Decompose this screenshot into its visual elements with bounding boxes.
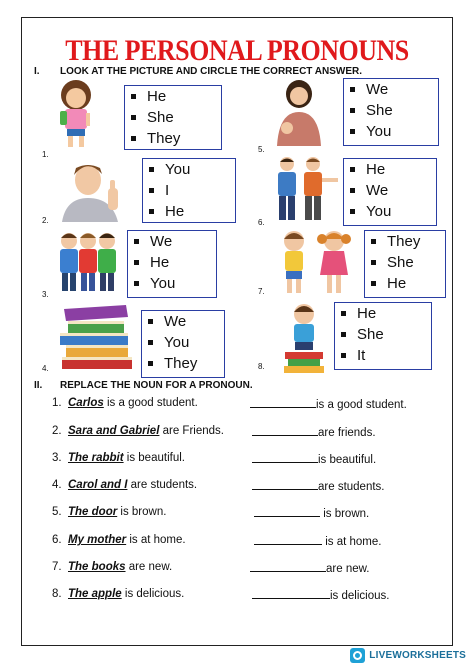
liveworksheets-logo-icon	[350, 648, 365, 663]
section-2-heading	[34, 380, 253, 391]
sentence-7-subject: The books	[68, 561, 126, 573]
stack-of-books-picture	[56, 303, 136, 373]
exercise-2-option-3[interactable]: He	[143, 201, 235, 222]
liveworksheets-brand: LIVEWORKSHEETS	[369, 650, 466, 661]
exercise-8-option-3[interactable]: It	[335, 345, 431, 366]
section-2-number: II.	[34, 380, 43, 391]
section-1-instruction: LOOK AT THE PICTURE AND CIRCLE THE CORRECT ANSWER.	[60, 66, 363, 77]
answer-1: is a good student.	[250, 397, 407, 411]
answer-6-blank[interactable]	[254, 534, 322, 545]
exercise-6-option-1[interactable]: He	[344, 159, 436, 180]
exercise-8-option-2[interactable]: She	[335, 324, 431, 345]
sentence-5-subject: The door	[68, 506, 118, 518]
section-1-number: I.	[34, 66, 40, 77]
answer-6: is at home.	[254, 534, 381, 548]
section-1-heading	[34, 66, 362, 77]
exercise-8-option-1[interactable]: He	[335, 303, 431, 324]
answer-5-blank[interactable]	[254, 506, 320, 517]
woman-pointing-at-viewer-picture	[271, 78, 325, 146]
exercise-6-number: 6.	[258, 218, 265, 227]
boy-pointing-at-himself-picture	[56, 160, 136, 222]
exercise-5-option-2[interactable]: She	[344, 100, 438, 121]
answer-4: are students.	[252, 479, 384, 493]
exercise-7-option-1[interactable]: They	[365, 231, 445, 252]
exercise-7-options	[364, 230, 446, 298]
exercise-7-number: 7.	[258, 287, 265, 296]
exercise-4-option-3[interactable]: They	[142, 353, 224, 374]
section-2-instruction: REPLACE THE NOUN FOR A PRONOUN.	[60, 380, 253, 391]
answer-3: is beautiful.	[252, 452, 376, 466]
exercise-5-options	[343, 78, 439, 146]
exercise-8-options	[334, 302, 432, 370]
exercise-2-option-2[interactable]: I	[143, 180, 235, 201]
two-men-pointing-picture	[271, 156, 341, 222]
exercise-1-option-3[interactable]: They	[125, 128, 221, 149]
exercise-4-number: 4.	[42, 364, 49, 373]
sentence-5: 5. The door is brown.	[52, 506, 167, 518]
sentence-8: 8. The apple is delicious.	[52, 588, 185, 600]
group-of-boys-picture	[55, 229, 121, 295]
exercise-6-options	[343, 158, 437, 226]
liveworksheets-footer[interactable]	[350, 648, 466, 663]
answer-8-blank[interactable]	[252, 588, 330, 599]
answer-3-blank[interactable]	[252, 452, 318, 463]
exercise-5-option-3[interactable]: You	[344, 121, 438, 142]
exercise-1-options	[124, 85, 222, 150]
exercise-2-number: 2.	[42, 216, 49, 225]
sentence-1-subject: Carlos	[68, 397, 104, 409]
exercise-4-options	[141, 310, 225, 378]
exercise-1-number: 1.	[42, 150, 49, 159]
sentence-2: 2. Sara and Gabriel are Friends.	[52, 425, 224, 437]
sentence-3: 3. The rabbit is beautiful.	[52, 452, 185, 464]
exercise-6-option-3[interactable]: You	[344, 201, 436, 222]
exercise-2-option-1[interactable]: You	[143, 159, 235, 180]
exercise-7-option-3[interactable]: He	[365, 273, 445, 294]
answer-7: are new.	[250, 561, 369, 575]
exercise-3-number: 3.	[42, 290, 49, 299]
exercise-3-option-1[interactable]: We	[128, 231, 216, 252]
answer-2-blank[interactable]	[252, 425, 318, 436]
sentence-7: 7. The books are new.	[52, 561, 173, 573]
answer-8: is delicious.	[252, 588, 389, 602]
sentence-1: 1. Carlos is a good student.	[52, 397, 198, 409]
exercise-3-option-2[interactable]: He	[128, 252, 216, 273]
answer-5: is brown.	[254, 506, 369, 520]
exercise-3-option-3[interactable]: You	[128, 273, 216, 294]
sentence-2-subject: Sara and Gabriel	[68, 425, 160, 437]
boy-on-books-picture	[281, 300, 327, 374]
exercise-3-options	[127, 230, 217, 298]
girl-with-backpack-picture	[52, 78, 100, 150]
exercise-7-option-2[interactable]: She	[365, 252, 445, 273]
exercise-4-option-1[interactable]: We	[142, 311, 224, 332]
exercise-1-option-2[interactable]: She	[125, 107, 221, 128]
answer-1-blank[interactable]	[250, 397, 316, 408]
boy-and-girl-picture	[274, 229, 358, 295]
exercise-5-option-1[interactable]: We	[344, 79, 438, 100]
sentence-6-subject: My mother	[68, 534, 127, 546]
answer-2: are friends.	[252, 425, 376, 439]
exercise-4-option-2[interactable]: You	[142, 332, 224, 353]
exercise-2-options	[142, 158, 236, 223]
sentence-4-subject: Carol and I	[68, 479, 128, 491]
worksheet-title: THE PERSONAL PRONOUNS	[65, 33, 409, 68]
sentence-8-subject: The apple	[68, 588, 122, 600]
sentence-6: 6. My mother is at home.	[52, 534, 186, 546]
answer-4-blank[interactable]	[252, 479, 318, 490]
exercise-6-option-2[interactable]: We	[344, 180, 436, 201]
exercise-8-number: 8.	[258, 362, 265, 371]
sentence-3-subject: The rabbit	[68, 452, 124, 464]
answer-7-blank[interactable]	[250, 561, 326, 572]
exercise-5-number: 5.	[258, 145, 265, 154]
sentence-4: 4. Carol and I are students.	[52, 479, 198, 491]
exercise-1-option-1[interactable]: He	[125, 86, 221, 107]
